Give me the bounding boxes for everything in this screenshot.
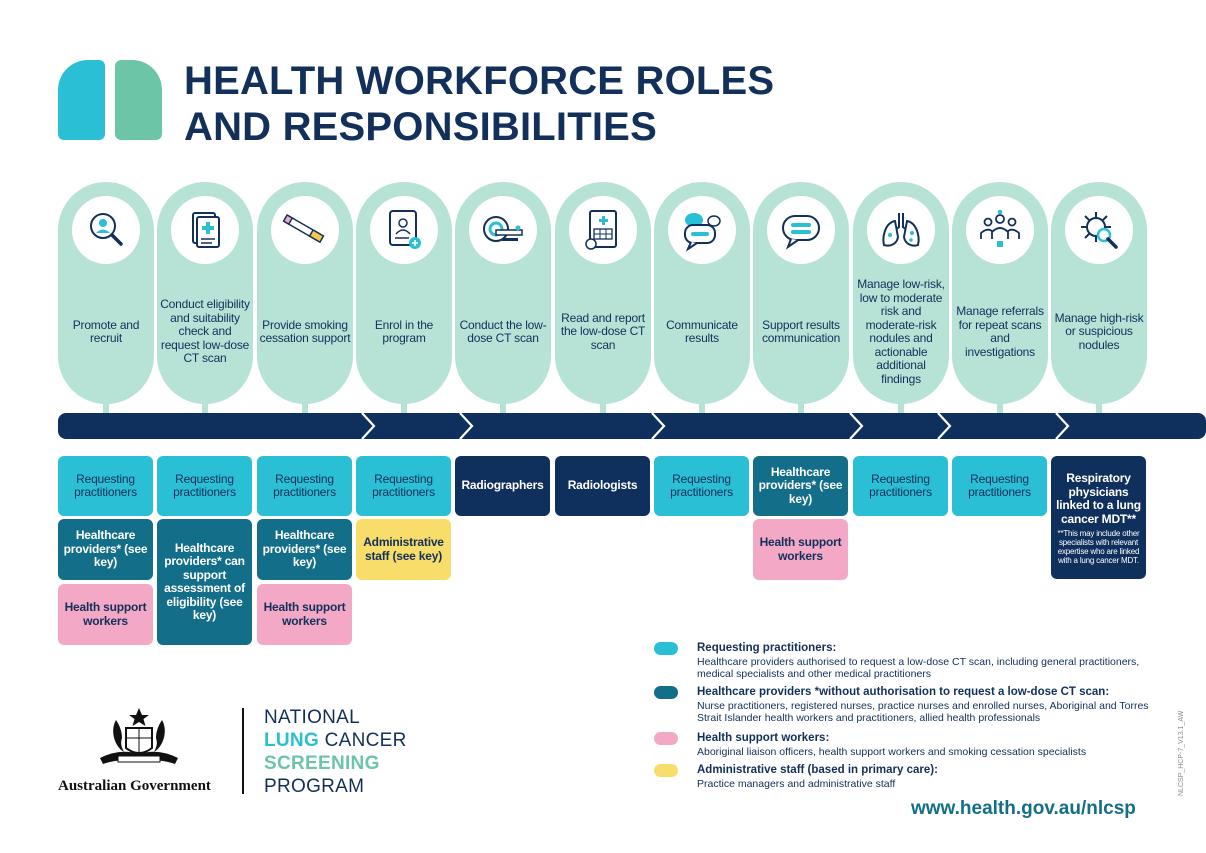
role-health-support-workers: Health support workers — [753, 519, 848, 580]
step-label: Read and report the low-dose CT scan — [560, 310, 646, 352]
lung-right-lobe — [115, 60, 162, 140]
key-title: Healthcare providers *without authorisation to request a low-dose CT scan: — [697, 686, 1110, 698]
document-code-text: NLCSP_HCP-7_V13.1_AW — [1178, 710, 1185, 796]
key-title: Requesting practitioners: — [697, 642, 837, 654]
step-eligibility — [157, 182, 253, 404]
lungs-icon — [867, 196, 935, 264]
enrolment-form-icon — [370, 196, 438, 264]
cigarette-icon — [271, 196, 339, 264]
role-health-support-workers: Health support workers — [58, 584, 153, 645]
program-line-4: PROGRAM — [264, 776, 365, 797]
program-line-3: SCREENING — [264, 753, 380, 774]
role-healthcare-providers-eligibility: Healthcare providers* can support assessment of eligibility (see key) — [157, 519, 252, 645]
government-wordmark: Australian Government — [58, 778, 211, 794]
role-radiographers: Radiographers — [455, 456, 550, 516]
step-communicate — [654, 182, 750, 404]
step-label: Promote and recruit — [72, 317, 140, 345]
clipboard-medical-icon — [171, 196, 239, 264]
respiratory-note: **This may include other specialists with relevant expertise who are linked with a lung cancer MDT. — [1057, 529, 1140, 565]
step-label: Conduct eligibility and suitability check and request low-dose CT scan — [160, 297, 250, 366]
process-timeline — [58, 413, 1206, 439]
program-line-2a: LUNG — [264, 730, 320, 751]
program-line-2b: CANCER — [319, 730, 407, 751]
footer-divider — [242, 708, 244, 794]
program-line-1: NATIONAL — [264, 707, 361, 728]
document-code — [1178, 700, 1190, 796]
role-requesting-practitioners: Requesting practitioners — [58, 456, 153, 516]
step-promote — [58, 182, 154, 404]
step-ct-scan — [455, 182, 551, 404]
step-label: Conduct the low-dose CT scan — [459, 317, 547, 345]
key-desc: Healthcare providers authorised to request a low-dose CT scan, including general practitioners, medical specialists and other medical practitioners — [697, 656, 1140, 681]
step-label: Enrol in the program — [374, 317, 434, 345]
step-label: Manage high-risk or suspicious nodules — [1054, 310, 1144, 352]
page-title — [184, 58, 774, 150]
respiratory-label: Respiratory physicians linked to a lung cancer MDT** — [1056, 471, 1141, 526]
key-swatch-cyan — [654, 642, 678, 655]
key-title: Administrative staff (based in primary care): — [697, 764, 938, 776]
key-title: Health support workers: — [697, 732, 830, 744]
step-support-results — [753, 182, 849, 404]
step-read-report — [555, 182, 651, 404]
ct-scanner-icon — [469, 196, 537, 264]
key-swatch-pink — [654, 732, 678, 745]
role-healthcare-providers: Healthcare providers* (see key) — [257, 519, 352, 580]
coat-of-arms-icon — [96, 706, 182, 768]
website-link[interactable]: www.health.gov.au/nlcsp — [911, 798, 1136, 819]
key-desc: Nurse practitioners, registered nurses, practice nurses and enrolled nurses, Aboriginal and Torres Strait Islander health workers and practitioners, allied health professionals — [697, 700, 1149, 725]
role-requesting-practitioners: Requesting practitioners — [356, 456, 451, 516]
key-swatch-teal — [654, 686, 678, 699]
step-smoking — [257, 182, 353, 404]
speech-bubbles-icon — [668, 196, 736, 264]
lung-left-lobe — [58, 60, 105, 140]
key-swatch-yellow — [654, 764, 678, 777]
report-document-icon — [569, 196, 637, 264]
role-healthcare-providers: Healthcare providers* (see key) — [753, 456, 848, 516]
title-line-1: HEALTH WORKFORCE ROLES — [184, 59, 775, 103]
step-manage-high-risk — [1051, 182, 1147, 404]
program-logo — [264, 706, 407, 798]
key-desc: Aboriginal liaison officers, health support workers and smoking cessation specialists — [697, 746, 1087, 758]
step-label: Manage referrals for repeat scans and investigations — [956, 304, 1044, 359]
lungs-logo — [58, 60, 168, 140]
role-healthcare-providers: Healthcare providers* (see key) — [58, 519, 153, 580]
role-respiratory-physicians — [1051, 456, 1146, 579]
role-radiologists: Radiologists — [555, 456, 650, 516]
role-requesting-practitioners: Requesting practitioners — [853, 456, 948, 516]
role-requesting-practitioners: Requesting practitioners — [257, 456, 352, 516]
step-label: Communicate results — [666, 317, 738, 345]
key-desc: Practice managers and administrative staff — [697, 778, 896, 790]
australian-government-logo — [56, 706, 226, 798]
role-health-support-workers: Health support workers — [257, 584, 352, 645]
title-line-2: AND RESPONSIBILITIES — [184, 105, 657, 149]
team-icon — [966, 196, 1034, 264]
step-manage-referrals — [952, 182, 1048, 404]
role-requesting-practitioners: Requesting practitioners — [952, 456, 1047, 516]
step-label: Manage low-risk, low to moderate risk and moderate-risk nodules and actionable additional findings — [857, 277, 945, 386]
role-requesting-practitioners: Requesting practitioners — [157, 456, 252, 516]
role-administrative-staff: Administrative staff (see key) — [356, 519, 451, 580]
magnifier-person-icon — [72, 196, 140, 264]
chat-bubble-icon — [767, 196, 835, 264]
role-requesting-practitioners: Requesting practitioners — [654, 456, 749, 516]
step-label: Support results communication — [761, 317, 841, 345]
step-label: Provide smoking cessation support — [259, 317, 351, 345]
step-manage-low-risk — [853, 182, 949, 404]
step-enrol — [356, 182, 452, 404]
virus-magnifier-icon — [1065, 196, 1133, 264]
